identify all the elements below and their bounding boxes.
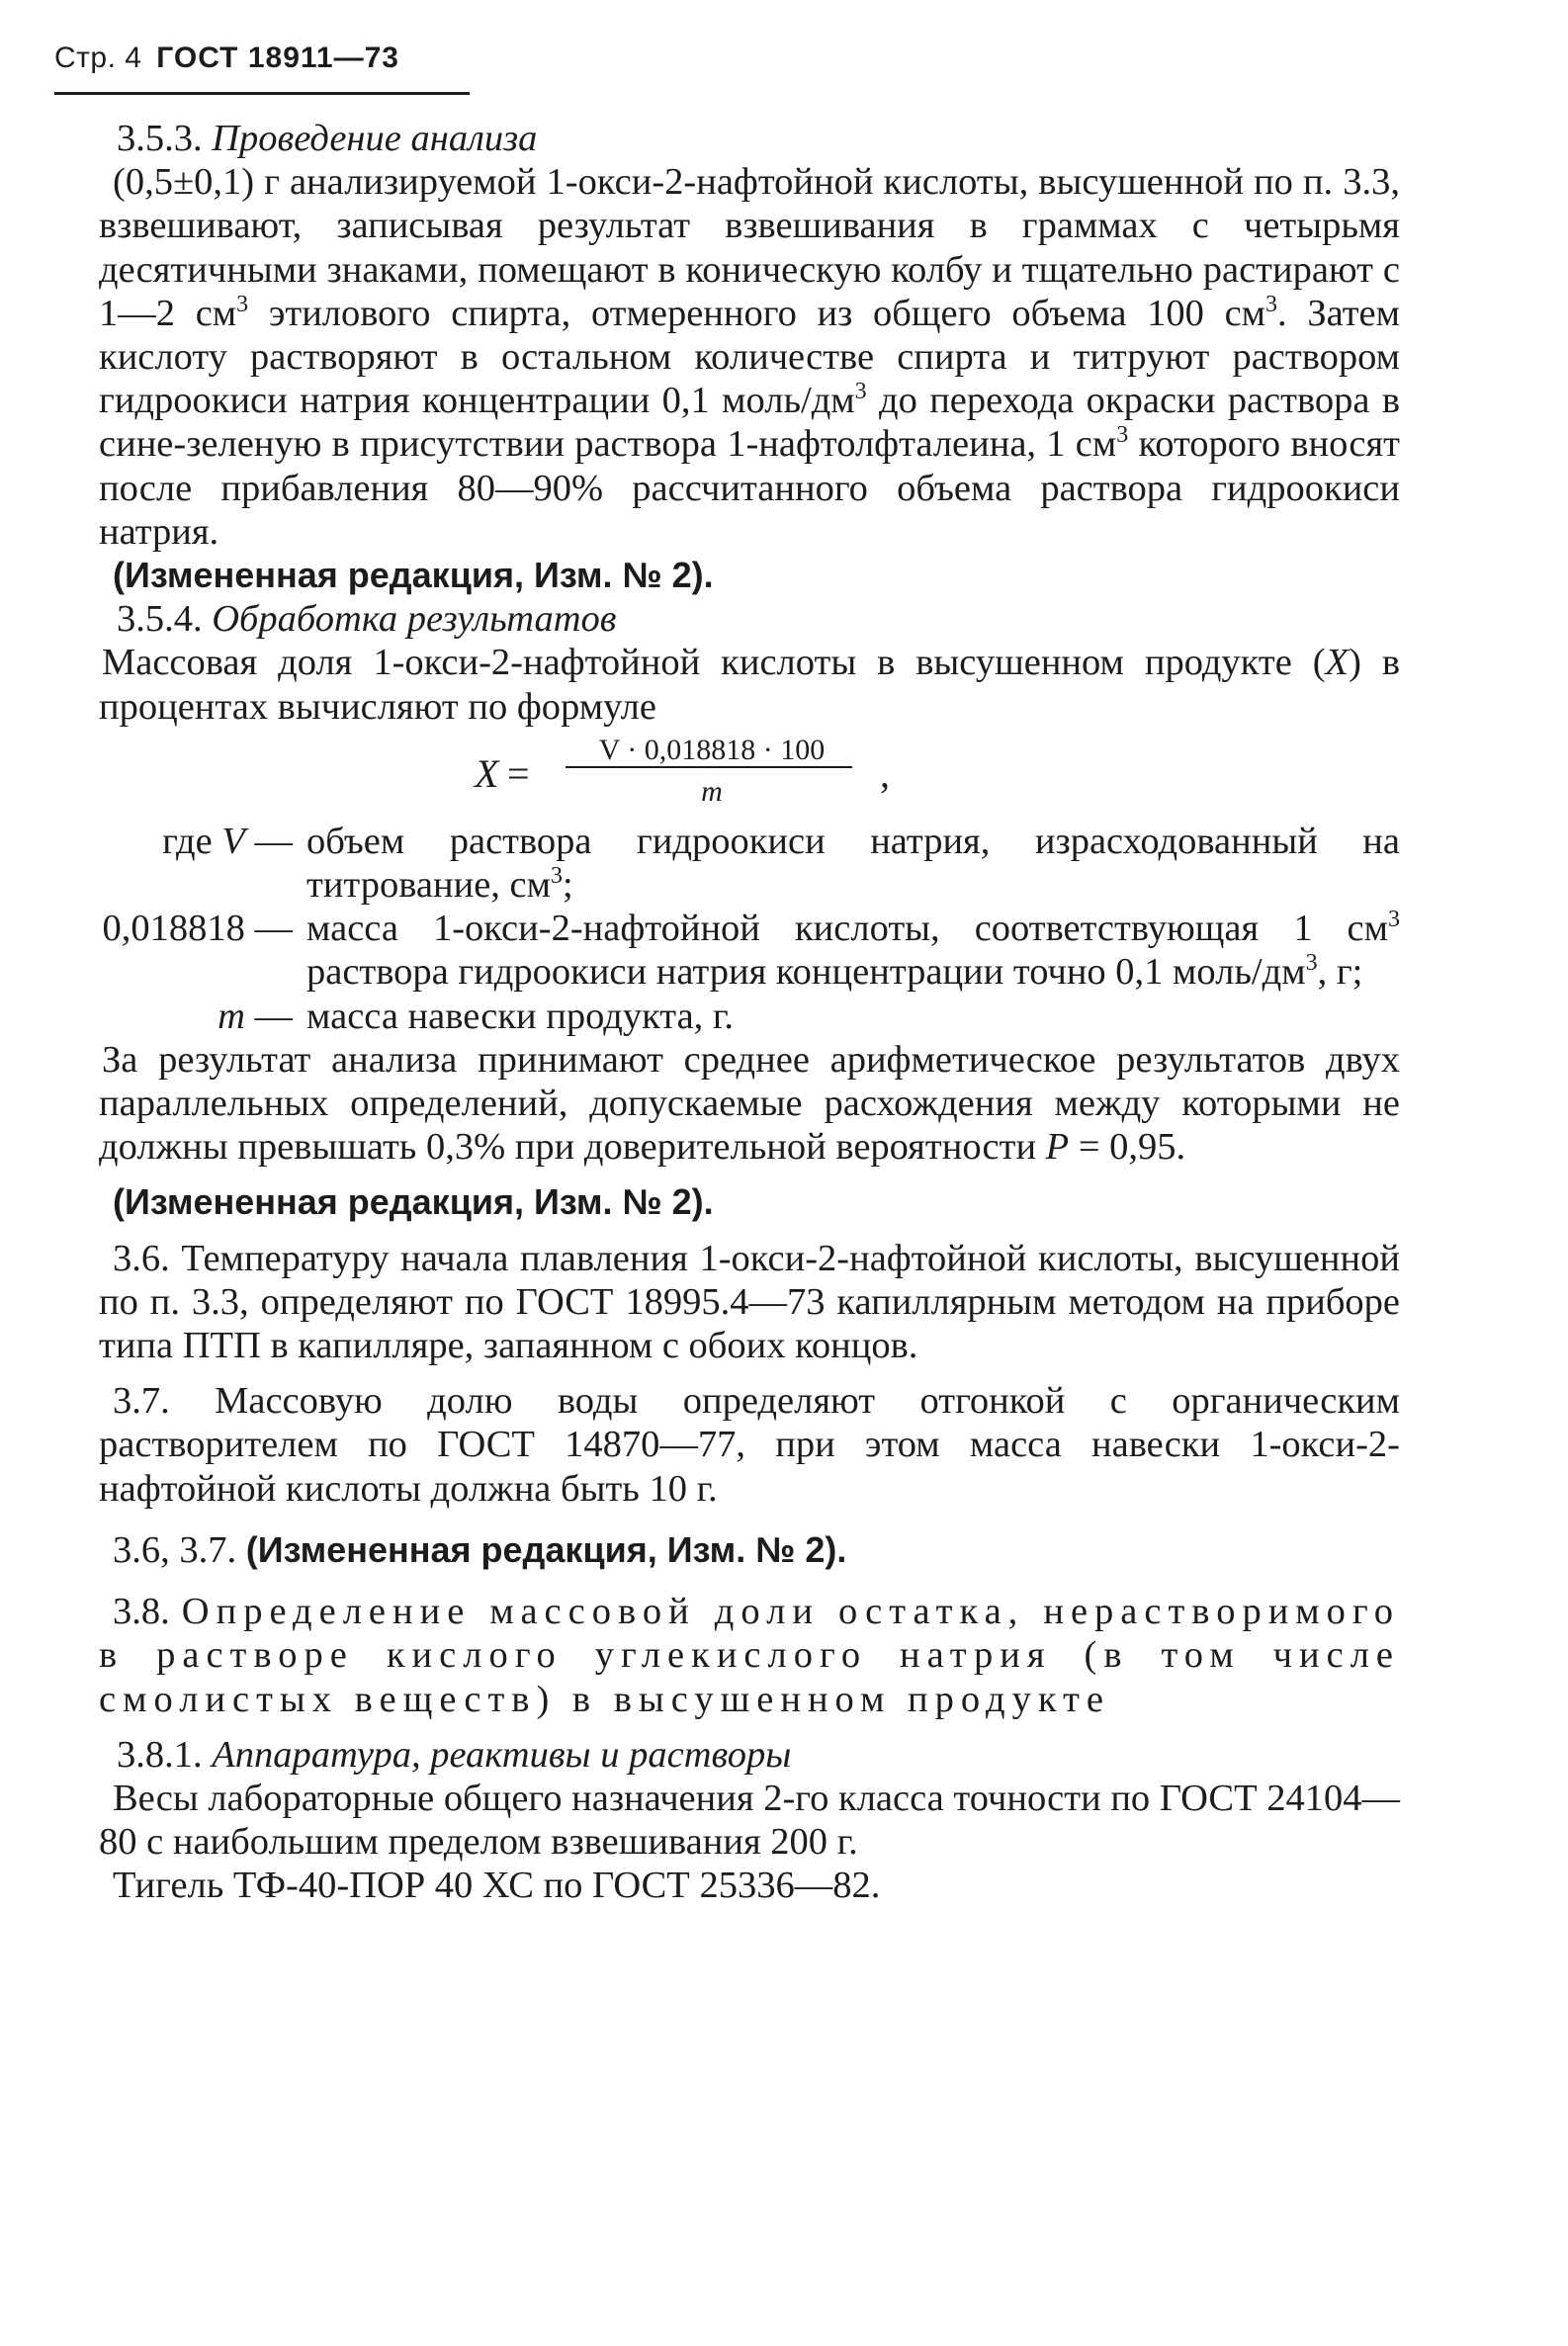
section-3-6-3-7-amendment: 3.6, 3.7. (Измененная редакция, Изм. № 2). [113, 1528, 847, 1571]
formula-equals: = [507, 750, 530, 796]
section-3-5-4-heading: 3.5.4. Обработка результатов [117, 598, 617, 641]
section-3-7: 3.7. Массовую долю воды определяют отгонкой с органическим растворителем по ГОСТ 14870—77, при этом масса навески 1-окси-2-нафтойной кислоты должна быть 10 г. [99, 1380, 1400, 1510]
where-m: m — масса навески продукта, г. [218, 995, 734, 1037]
where-v: где V — объем раствора гидроокиси натрия, израсходованный на титрование, $см^3$; [162, 820, 1400, 907]
section-3-5-4-intro: Массовая доля 1-окси-2-нафтойной кислоты в высушенном продукте (X) в процентах вычисляют по формуле [99, 642, 1401, 728]
header-rule [54, 92, 470, 95]
formula-lhs: X [475, 750, 499, 796]
section-3-5-3-heading: 3.5.3. Проведение анализа [117, 118, 538, 159]
section-3-5-3-body: (0,5±0,1) г анализируемой 1-окси-2-нафтойной кислоты, высушенной по п. 3.3, взвешивают, записывая результат взвешивания в граммах с четырьмя десятичными знаками, помещают в коническую колбу и тщательно растирают с 1—2 $см^3$ этилового спирта, отмеренного из общего объема 100 $см^3$. Затем кислоту растворяют в остальном количестве спирта и титруют раствором гидроокиси натрия концентрации 0,1 моль/$дм^3$ до перехода окраски раствора в сине-зеленую в присутствии раствора 1-нафтолфталеина, 1 $см^3$ которого вносят после прибавления 80—90% рассчитанного объема раствора гидроокиси натрия. [99, 161, 1401, 553]
page-number: Стр. 4 [54, 42, 142, 74]
amendment-note: (Измененная редакция, Изм. № 2). [113, 555, 714, 596]
standard-code: ГОСТ 18911—73 [156, 42, 399, 74]
formula-comma: , [880, 750, 890, 796]
page-header [54, 42, 399, 75]
section-3-6: 3.6. Температуру начала плавления 1-окси-2-нафтойной кислоты, высушенной по п. 3.3, определяют по ГОСТ 18995.4—73 капиллярным методом на приборе типа ПТП в капилляре, запаянном с обоих концов. [99, 1237, 1400, 1367]
equipment-scales: Весы лабораторные общего назначения 2-го класса точности по ГОСТ 24104—80 с наибольшим пределом взвешивания 200 г. [99, 1777, 1400, 1864]
where-coefficient: 0,018818 — масса 1-окси-2-нафтойной кислоты, соответствующая 1 $см^3$ раствора гидроокиси натрия концентрации точно 0,1 моль/$дм^3$, г; [102, 907, 1400, 994]
fraction-bar [566, 766, 852, 768]
formula [99, 729, 1400, 820]
result-paragraph: За результат анализа принимают среднее арифметическое результатов двух параллельных определений, допускаемые расхождения между которыми не должны превышать 0,3% при доверительной вероятности P = 0,95. [99, 1038, 1400, 1169]
equipment-crucible: Тигель ТФ-40-ПОР 40 ХС по ГОСТ 25336—82. [113, 1865, 881, 1907]
amendment-note-2: (Измененная редакция, Изм. № 2). [113, 1181, 714, 1223]
section-3-8-1-heading: 3.8.1. Аппаратура, реактивы и растворы [117, 1733, 792, 1776]
formula-numerator: V · 0,018818 · 100 [598, 733, 826, 766]
section-3-8: 3.8. Определение массовой доли остатка, нерастворимого в растворе кислого углекислого натрия (в том числе смолистых веществ) в высушенном продукте [99, 1591, 1401, 1720]
formula-denominator: m [701, 774, 723, 808]
page-content [99, 117, 1400, 1908]
